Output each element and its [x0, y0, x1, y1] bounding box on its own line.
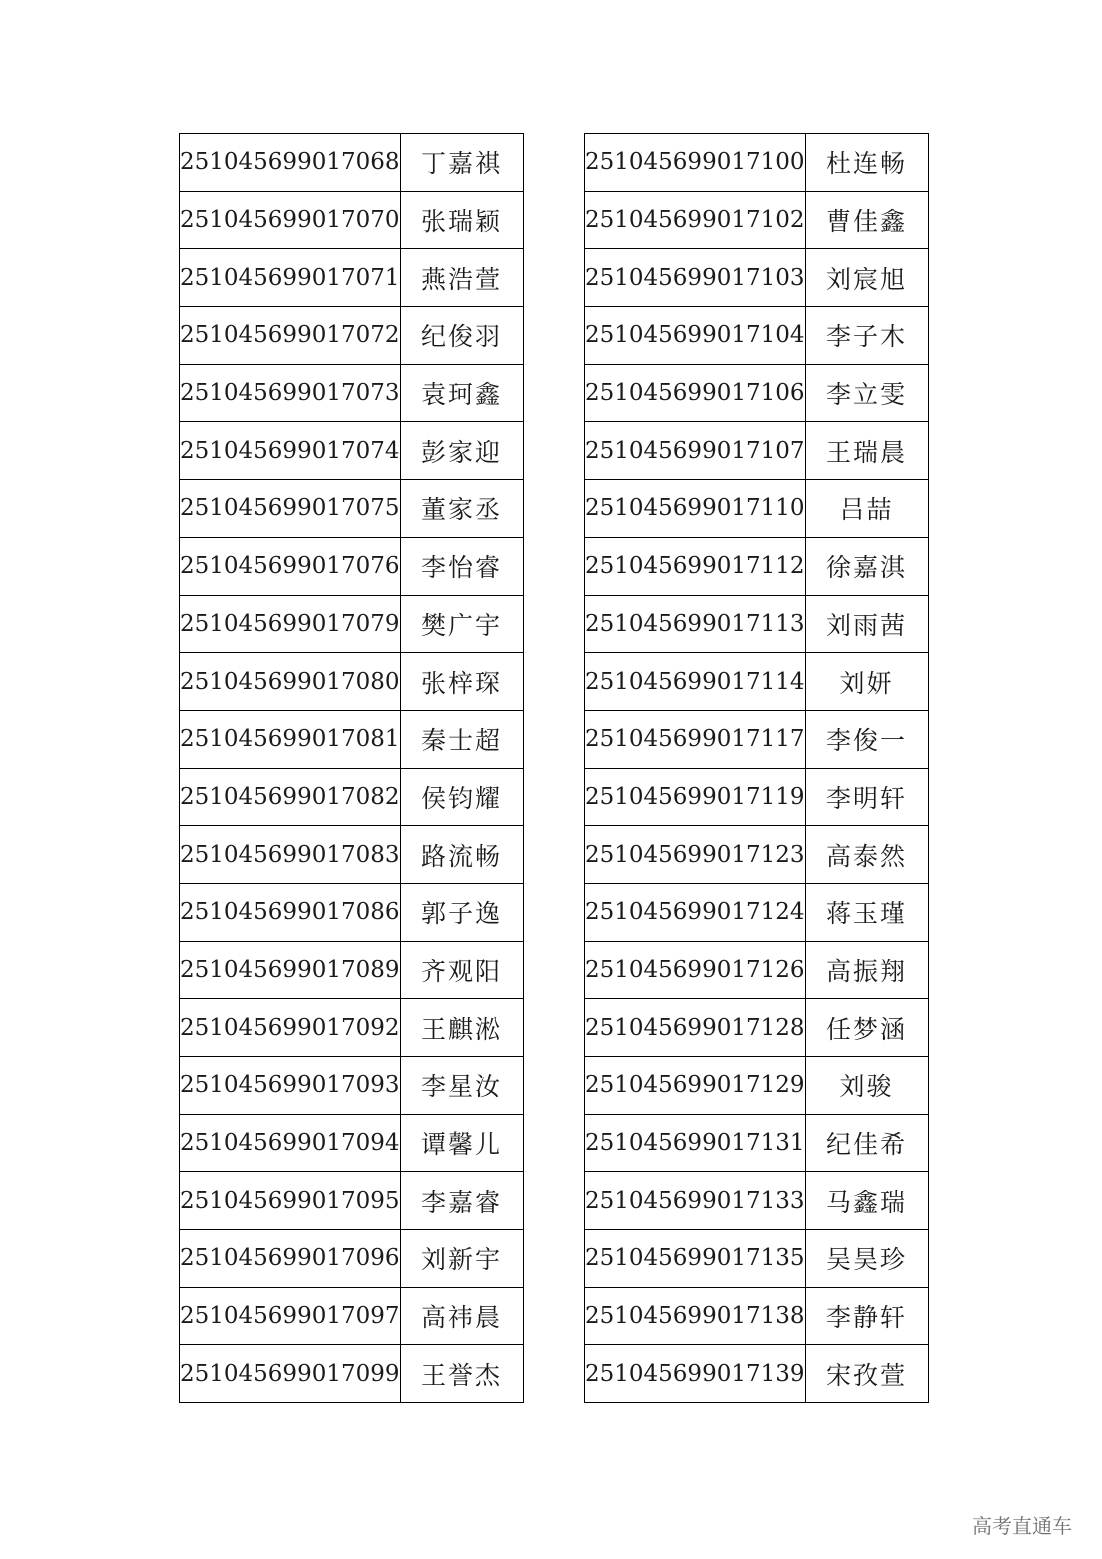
candidate-name: 董家丞	[400, 480, 523, 538]
table-row	[180, 768, 524, 826]
candidate-id: 251045699017117	[585, 710, 806, 768]
table-row	[585, 134, 929, 192]
candidate-id: 251045699017099	[180, 1345, 401, 1403]
table-row	[585, 710, 929, 768]
candidate-name: 袁珂鑫	[400, 364, 523, 422]
candidate-name: 吴昊珍	[805, 1230, 928, 1288]
roster-table-left	[179, 133, 524, 1403]
table-row	[585, 653, 929, 711]
candidate-id: 251045699017092	[180, 999, 401, 1057]
candidate-id: 251045699017096	[180, 1230, 401, 1288]
candidate-id: 251045699017107	[585, 422, 806, 480]
table-row	[180, 1057, 524, 1115]
table-row	[585, 941, 929, 999]
candidate-name: 秦士超	[400, 710, 523, 768]
candidate-name: 纪俊羽	[400, 307, 523, 365]
candidate-name: 樊广宇	[400, 595, 523, 653]
candidate-id: 251045699017103	[585, 249, 806, 307]
table-row	[585, 768, 929, 826]
candidate-id: 251045699017100	[585, 134, 806, 192]
candidate-id: 251045699017138	[585, 1287, 806, 1345]
candidate-name: 纪佳希	[805, 1114, 928, 1172]
candidate-id: 251045699017119	[585, 768, 806, 826]
candidate-id: 251045699017112	[585, 537, 806, 595]
candidate-name: 高泰然	[805, 826, 928, 884]
candidate-id: 251045699017135	[585, 1230, 806, 1288]
candidate-name: 宋孜萱	[805, 1345, 928, 1403]
candidate-name: 李立雯	[805, 364, 928, 422]
candidate-name: 齐观阳	[400, 941, 523, 999]
table-row	[585, 1114, 929, 1172]
candidate-name: 刘新宇	[400, 1230, 523, 1288]
table-row	[585, 480, 929, 538]
candidate-id: 251045699017129	[585, 1057, 806, 1115]
candidate-name: 王誉杰	[400, 1345, 523, 1403]
candidate-id: 251045699017075	[180, 480, 401, 538]
table-row	[585, 1287, 929, 1345]
candidate-id: 251045699017086	[180, 883, 401, 941]
table-row	[180, 1114, 524, 1172]
candidate-name: 徐嘉淇	[805, 537, 928, 595]
table-row	[180, 1172, 524, 1230]
candidate-name: 李子木	[805, 307, 928, 365]
candidate-name: 谭馨儿	[400, 1114, 523, 1172]
candidate-name: 王麒淞	[400, 999, 523, 1057]
candidate-name: 丁嘉祺	[400, 134, 523, 192]
roster-table-right	[584, 133, 929, 1403]
watermark: 高考直通车	[972, 1514, 1072, 1538]
candidate-id: 251045699017131	[585, 1114, 806, 1172]
table-row	[180, 595, 524, 653]
candidate-name: 彭家迎	[400, 422, 523, 480]
table-row	[180, 422, 524, 480]
candidate-id: 251045699017113	[585, 595, 806, 653]
table-row	[180, 883, 524, 941]
candidate-name: 马鑫瑞	[805, 1172, 928, 1230]
candidate-name: 高祎晨	[400, 1287, 523, 1345]
table-row	[585, 595, 929, 653]
candidate-name: 刘妍	[805, 653, 928, 711]
table-row	[180, 134, 524, 192]
candidate-name: 吕喆	[805, 480, 928, 538]
candidate-name: 路流畅	[400, 826, 523, 884]
table-row	[180, 364, 524, 422]
table-row	[180, 191, 524, 249]
table-row	[180, 653, 524, 711]
candidate-id: 251045699017095	[180, 1172, 401, 1230]
table-row	[180, 941, 524, 999]
candidate-name: 张梓琛	[400, 653, 523, 711]
candidate-name: 王瑞晨	[805, 422, 928, 480]
candidate-id: 251045699017073	[180, 364, 401, 422]
table-row	[585, 826, 929, 884]
candidate-id: 251045699017093	[180, 1057, 401, 1115]
candidate-id: 251045699017089	[180, 941, 401, 999]
table-row	[180, 1230, 524, 1288]
candidate-id: 251045699017076	[180, 537, 401, 595]
candidate-id: 251045699017133	[585, 1172, 806, 1230]
candidate-id: 251045699017094	[180, 1114, 401, 1172]
candidate-name: 李俊一	[805, 710, 928, 768]
candidate-name: 燕浩萱	[400, 249, 523, 307]
candidate-id: 251045699017106	[585, 364, 806, 422]
candidate-name: 曹佳鑫	[805, 191, 928, 249]
table-row	[585, 883, 929, 941]
candidate-id: 251045699017139	[585, 1345, 806, 1403]
candidate-name: 李静轩	[805, 1287, 928, 1345]
table-row	[585, 191, 929, 249]
table-row	[585, 422, 929, 480]
table-row	[585, 307, 929, 365]
candidate-name: 李嘉睿	[400, 1172, 523, 1230]
table-row	[180, 1287, 524, 1345]
table-row	[585, 999, 929, 1057]
table-row	[180, 480, 524, 538]
candidate-id: 251045699017126	[585, 941, 806, 999]
candidate-id: 251045699017080	[180, 653, 401, 711]
candidate-name: 李怡睿	[400, 537, 523, 595]
candidate-id: 251045699017081	[180, 710, 401, 768]
candidate-name: 李星汝	[400, 1057, 523, 1115]
table-row	[180, 307, 524, 365]
candidate-name: 郭子逸	[400, 883, 523, 941]
candidate-id: 251045699017097	[180, 1287, 401, 1345]
candidate-id: 251045699017124	[585, 883, 806, 941]
table-row	[180, 710, 524, 768]
table-row	[585, 537, 929, 595]
candidate-id: 251045699017123	[585, 826, 806, 884]
candidate-name: 张瑞颖	[400, 191, 523, 249]
candidate-name: 李明轩	[805, 768, 928, 826]
candidate-id: 251045699017070	[180, 191, 401, 249]
candidate-name: 杜连畅	[805, 134, 928, 192]
candidate-id: 251045699017074	[180, 422, 401, 480]
candidate-name: 刘雨茜	[805, 595, 928, 653]
candidate-name: 蒋玉瑾	[805, 883, 928, 941]
table-row	[585, 1230, 929, 1288]
candidate-id: 251045699017104	[585, 307, 806, 365]
candidate-id: 251045699017079	[180, 595, 401, 653]
candidate-id: 251045699017071	[180, 249, 401, 307]
table-row	[180, 537, 524, 595]
table-row	[585, 364, 929, 422]
table-row	[180, 826, 524, 884]
candidate-name: 高振翔	[805, 941, 928, 999]
roster-table-left-body	[180, 134, 524, 1403]
candidate-id: 251045699017128	[585, 999, 806, 1057]
candidate-name: 任梦涵	[805, 999, 928, 1057]
candidate-id: 251045699017082	[180, 768, 401, 826]
candidate-id: 251045699017068	[180, 134, 401, 192]
table-row	[180, 999, 524, 1057]
candidate-name: 刘宸旭	[805, 249, 928, 307]
table-row	[585, 1172, 929, 1230]
candidate-id: 251045699017102	[585, 191, 806, 249]
candidate-name: 刘骏	[805, 1057, 928, 1115]
table-row	[585, 249, 929, 307]
table-row	[585, 1057, 929, 1115]
candidate-id: 251045699017083	[180, 826, 401, 884]
table-row	[585, 1345, 929, 1403]
candidate-id: 251045699017110	[585, 480, 806, 538]
roster-table-right-body	[585, 134, 929, 1403]
table-row	[180, 1345, 524, 1403]
candidate-name: 侯钧耀	[400, 768, 523, 826]
candidate-id: 251045699017072	[180, 307, 401, 365]
candidate-id: 251045699017114	[585, 653, 806, 711]
table-row	[180, 249, 524, 307]
